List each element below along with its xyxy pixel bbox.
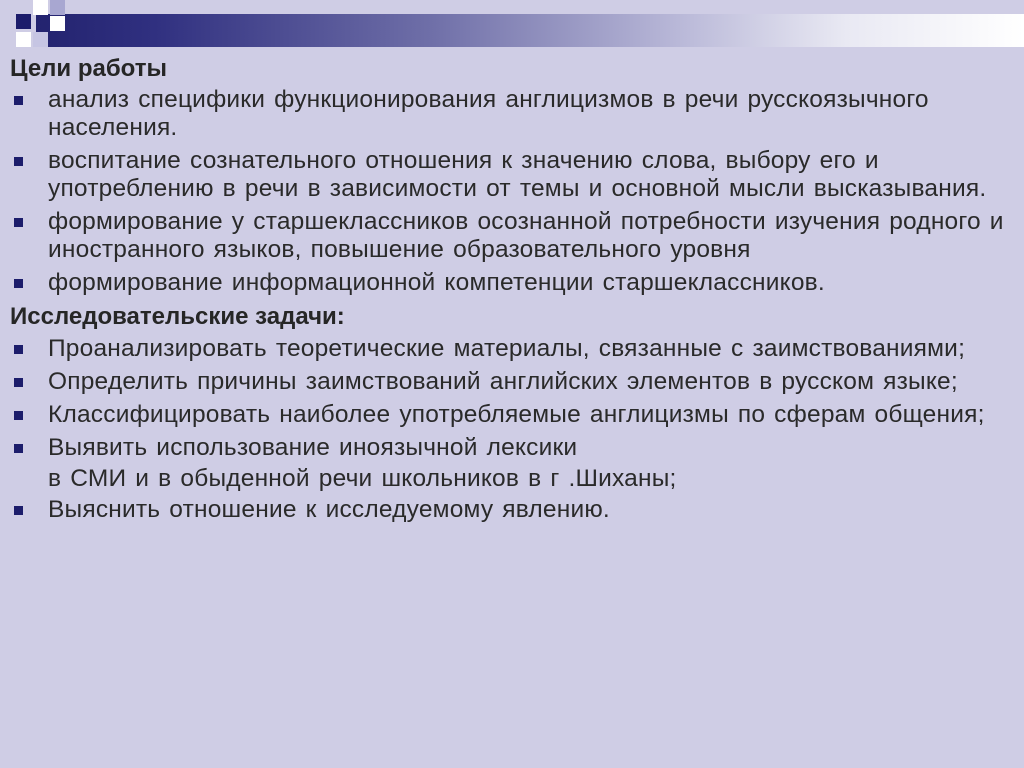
square-bullet-icon: [14, 506, 23, 515]
list-item-text: воспитание сознательного отношения к значению слова, выбору его и употреблению в речи в зависимости от темы и основной мысли высказывания.: [48, 147, 987, 202]
list-item-text: Выяснить отношение к исследуемому явлению.: [48, 496, 610, 523]
square-bullet-icon: [14, 218, 23, 227]
decor-square-icon: [16, 14, 31, 29]
list-item: [10, 434, 1010, 462]
goals-heading: Цели работы: [10, 55, 167, 82]
list-item-text: в СМИ и в обыденной речи школьников в г .Шиханы;: [48, 465, 677, 492]
slide-content: [10, 54, 1010, 529]
list-item-text: анализ специфики функционирования англицизмов в речи русскоязычного населения.: [48, 86, 929, 141]
list-item-text: Классифицировать наиболее употребляемые англицизмы по сферам общения;: [48, 401, 985, 428]
square-bullet-icon: [14, 96, 23, 105]
list-item-continuation: [10, 465, 1010, 493]
list-item: [10, 368, 1010, 396]
list-item-text: формирование информационной компетенции старшеклассников.: [48, 269, 825, 296]
list-item: [10, 269, 1010, 297]
list-item: [10, 86, 1010, 142]
list-item: [10, 147, 1010, 203]
decor-square-icon: [33, 32, 48, 47]
square-bullet-icon: [14, 444, 23, 453]
square-bullet-icon: [14, 279, 23, 288]
list-item: [10, 335, 1010, 363]
square-bullet-icon: [14, 411, 23, 420]
list-item-text: формирование у старшеклассников осознанной потребности изучения родного и иностранного языков, повышение образовательного уровня: [48, 208, 1004, 263]
list-item-text: Определить причины заимствований английских элементов в русском языке;: [48, 368, 958, 395]
list-item: [10, 496, 1010, 524]
header-gradient-bar: [36, 14, 1024, 47]
list-item-text: Выявить использование иноязычной лексики: [48, 434, 578, 461]
list-item-text: Проанализировать теоретические материалы, связанные с заимствованиями;: [48, 335, 966, 362]
square-bullet-icon: [14, 345, 23, 354]
square-bullet-icon: [14, 157, 23, 166]
goals-list: [10, 86, 1010, 297]
decor-square-icon: [16, 32, 31, 47]
tasks-list: [10, 335, 1010, 524]
decor-square-icon: [33, 0, 48, 15]
square-bullet-icon: [14, 378, 23, 387]
list-item: [10, 401, 1010, 429]
list-item: [10, 208, 1010, 264]
decor-square-icon: [50, 16, 65, 31]
tasks-heading: Исследовательские задачи:: [10, 303, 345, 330]
decor-square-icon: [50, 0, 65, 15]
